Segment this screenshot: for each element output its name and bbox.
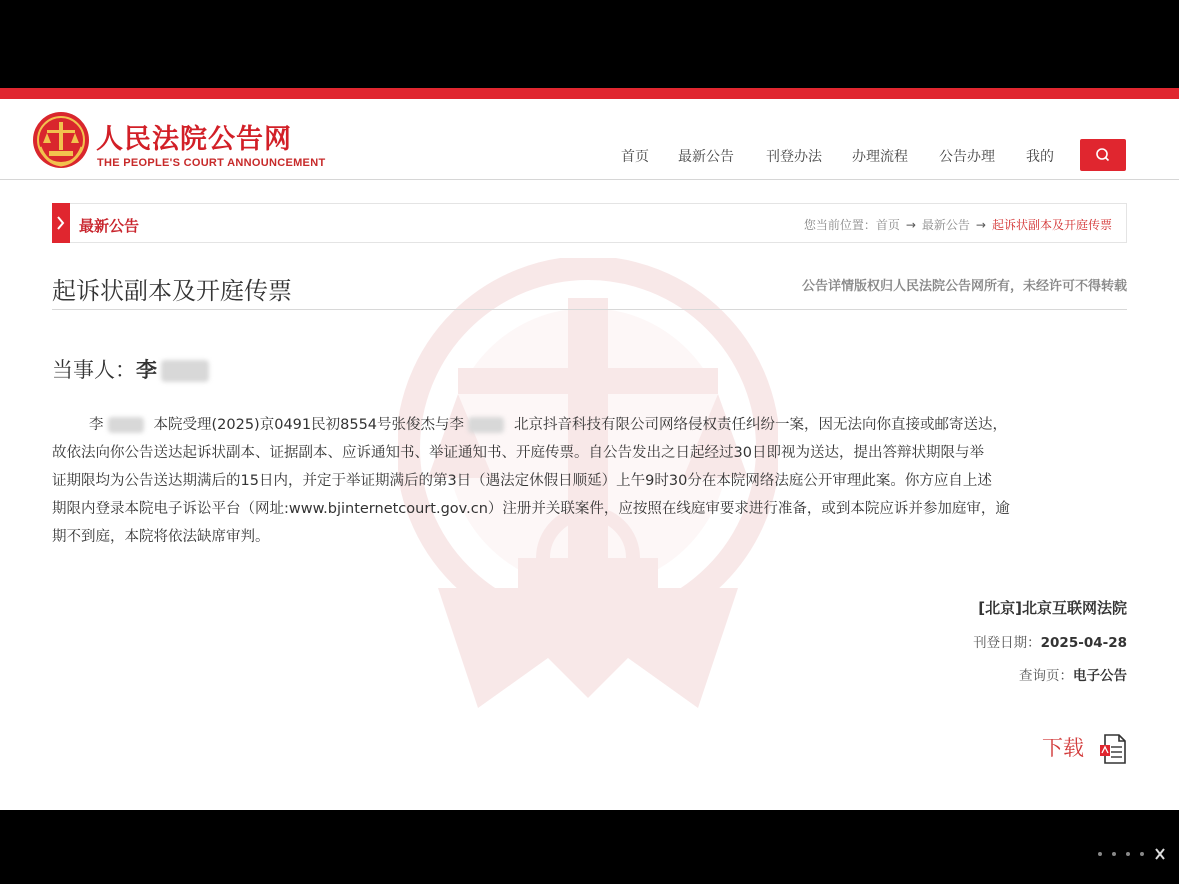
- query-page-line: [1019, 664, 1127, 684]
- arrow-icon: →: [905, 218, 916, 232]
- publish-date: 2025-04-28: [1040, 635, 1127, 651]
- defendant-name: 李: [89, 417, 104, 433]
- breadcrumb: [804, 216, 1112, 233]
- redacted-name: [161, 360, 209, 382]
- page: [0, 88, 1179, 810]
- body-line-3: 证期限均为公告送达期满后的15日内，并定于举证期满后的第3日（遇法定休假日顺延）上午9时30分在本院网络法庭公开审理此案。你方应自上述: [52, 473, 992, 489]
- query-page-label: 查询页：: [1019, 668, 1073, 684]
- query-page-value: 电子公告: [1073, 668, 1127, 684]
- chevron-right-icon: [52, 203, 70, 243]
- pdf-file-icon[interactable]: [1099, 733, 1129, 765]
- publish-date-line: [973, 631, 1127, 651]
- site-title[interactable]: 人民法院公告网: [96, 124, 292, 155]
- search-icon: [1080, 139, 1126, 171]
- section-title: 最新公告: [79, 217, 140, 235]
- nav-publishing-method[interactable]: 刊登办法: [766, 149, 822, 165]
- court-emblem-icon[interactable]: [32, 111, 90, 169]
- breadcrumb-parent[interactable]: 最新公告: [921, 218, 970, 232]
- breadcrumb-home[interactable]: 首页: [875, 218, 900, 232]
- party-line: [52, 354, 209, 384]
- section-flag: [52, 203, 70, 243]
- court-name: [北京]北京互联网法院: [978, 599, 1127, 617]
- redacted-name: [108, 417, 144, 433]
- case-intro: 本院受理(2025)京0491民初8554号张俊杰与李: [153, 417, 465, 433]
- notice-body: [52, 411, 1127, 551]
- site-subtitle: THE PEOPLE'S COURT ANNOUNCEMENT: [97, 157, 326, 169]
- nav-home[interactable]: 首页: [621, 149, 649, 165]
- nav-mine[interactable]: 我的: [1026, 149, 1054, 165]
- page-title: 起诉状副本及开庭传票: [52, 277, 292, 305]
- body-line: [52, 411, 1127, 439]
- breadcrumb-current: 起诉状副本及开庭传票: [991, 218, 1112, 232]
- search-button[interactable]: [1080, 139, 1126, 171]
- nav-latest-notices[interactable]: 最新公告: [678, 149, 734, 165]
- divider: [52, 309, 1127, 310]
- party-name: 李: [136, 358, 157, 382]
- body-line-1: 北京抖音科技有限公司网络侵权责任纠纷一案，因无法向你直接或邮寄送达，: [514, 417, 1008, 433]
- arrow-icon: →: [975, 218, 986, 232]
- nav-notice-handling[interactable]: 公告办理: [939, 149, 995, 165]
- body-line-5: 期不到庭，本院将依法缺席审判。: [52, 529, 270, 545]
- body-line-2: 故依法向你公告送达起诉状副本、证据副本、应诉通知书、举证通知书、开庭传票。自公告发出之日起经过30日即视为送达，提出答辩状期限与举: [52, 445, 984, 461]
- download-link[interactable]: 下载: [1042, 736, 1084, 760]
- header: [0, 99, 1179, 180]
- window-controls-icon: [1092, 844, 1172, 864]
- breadcrumb-bar: [52, 203, 1127, 243]
- redacted-name: [468, 417, 504, 433]
- top-bar: [0, 88, 1179, 99]
- nav-process[interactable]: 办理流程: [852, 149, 908, 165]
- publish-date-label: 刊登日期：: [973, 635, 1041, 651]
- copyright-notice: 公告详情版权归人民法院公告网所有，未经许可不得转载: [801, 279, 1127, 294]
- breadcrumb-prefix: 您当前位置：: [803, 218, 876, 232]
- party-label: 当事人：: [52, 358, 136, 382]
- body-line-4: 期限内登录本院电子诉讼平台（网址:www.bjinternetcourt.gov.cn）注册并关联案件，应按照在线庭审要求进行准备，或到本院应诉并参加庭审，逾: [52, 501, 1010, 517]
